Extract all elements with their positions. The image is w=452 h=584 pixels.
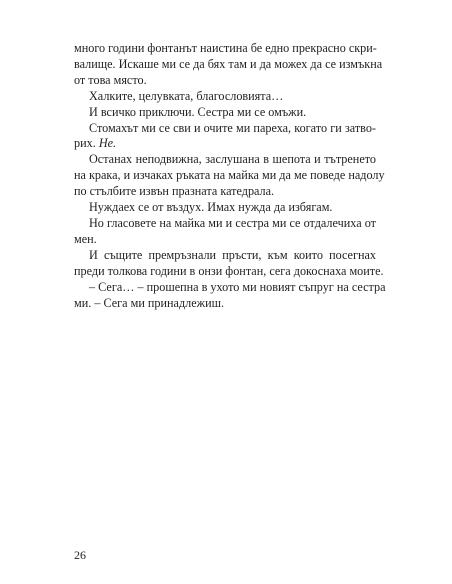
text-line: Халките, целувката, благословията… [89,88,284,103]
paragraph [74,152,385,200]
text-line: Останах неподвижна, заслушана в шепота и тътренето [89,152,376,167]
text-line: – Сега… – прошепна в ухото ми новият съпруг на сестра [89,279,386,294]
text-line [74,136,376,152]
text-line: И същите премръзнали пръсти, към които посегнах [89,247,376,262]
paragraph [74,247,386,312]
text-line: мен. [74,231,97,246]
text-line: Стомахът ми се сви и очите ми пареха, когато ги затво- [89,120,376,135]
italic-word: Не. [98,136,117,151]
text-line: валище. Искаше ми се да бях там и да можех да се измъкна [74,56,383,71]
text-line: Но гласовете на майка ми и сестра ми се отдалечиха от [89,215,376,230]
paragraph [74,41,383,89]
text-line: преди толкова години в онзи фонтан, сега докоснаха моите. [74,263,384,278]
paragraph [74,200,376,216]
text-line: Нуждаех се от въздух. Имах нужда да избягам. [89,200,333,215]
paragraph [74,216,376,248]
text-line: по стълбите извън празната катедрала. [74,184,275,199]
paragraph [74,89,376,105]
text-line: много години фонтанът наистина бе едно прекрасно скри- [74,41,377,55]
paragraph [74,105,376,121]
page-number: 26 [74,548,86,562]
text-line: И всичко приключи. Сестра ми се омъжи. [89,104,307,119]
text-fragment: рих. [74,136,96,151]
body-text [74,41,386,311]
paragraph [74,121,376,153]
text-line: ми. – Сега ми принадлежиш. [74,295,225,310]
text-line: от това място. [74,72,147,87]
text-line: на крака, и изчаках ръката на майка ми да ме поведе надолу [74,168,385,183]
